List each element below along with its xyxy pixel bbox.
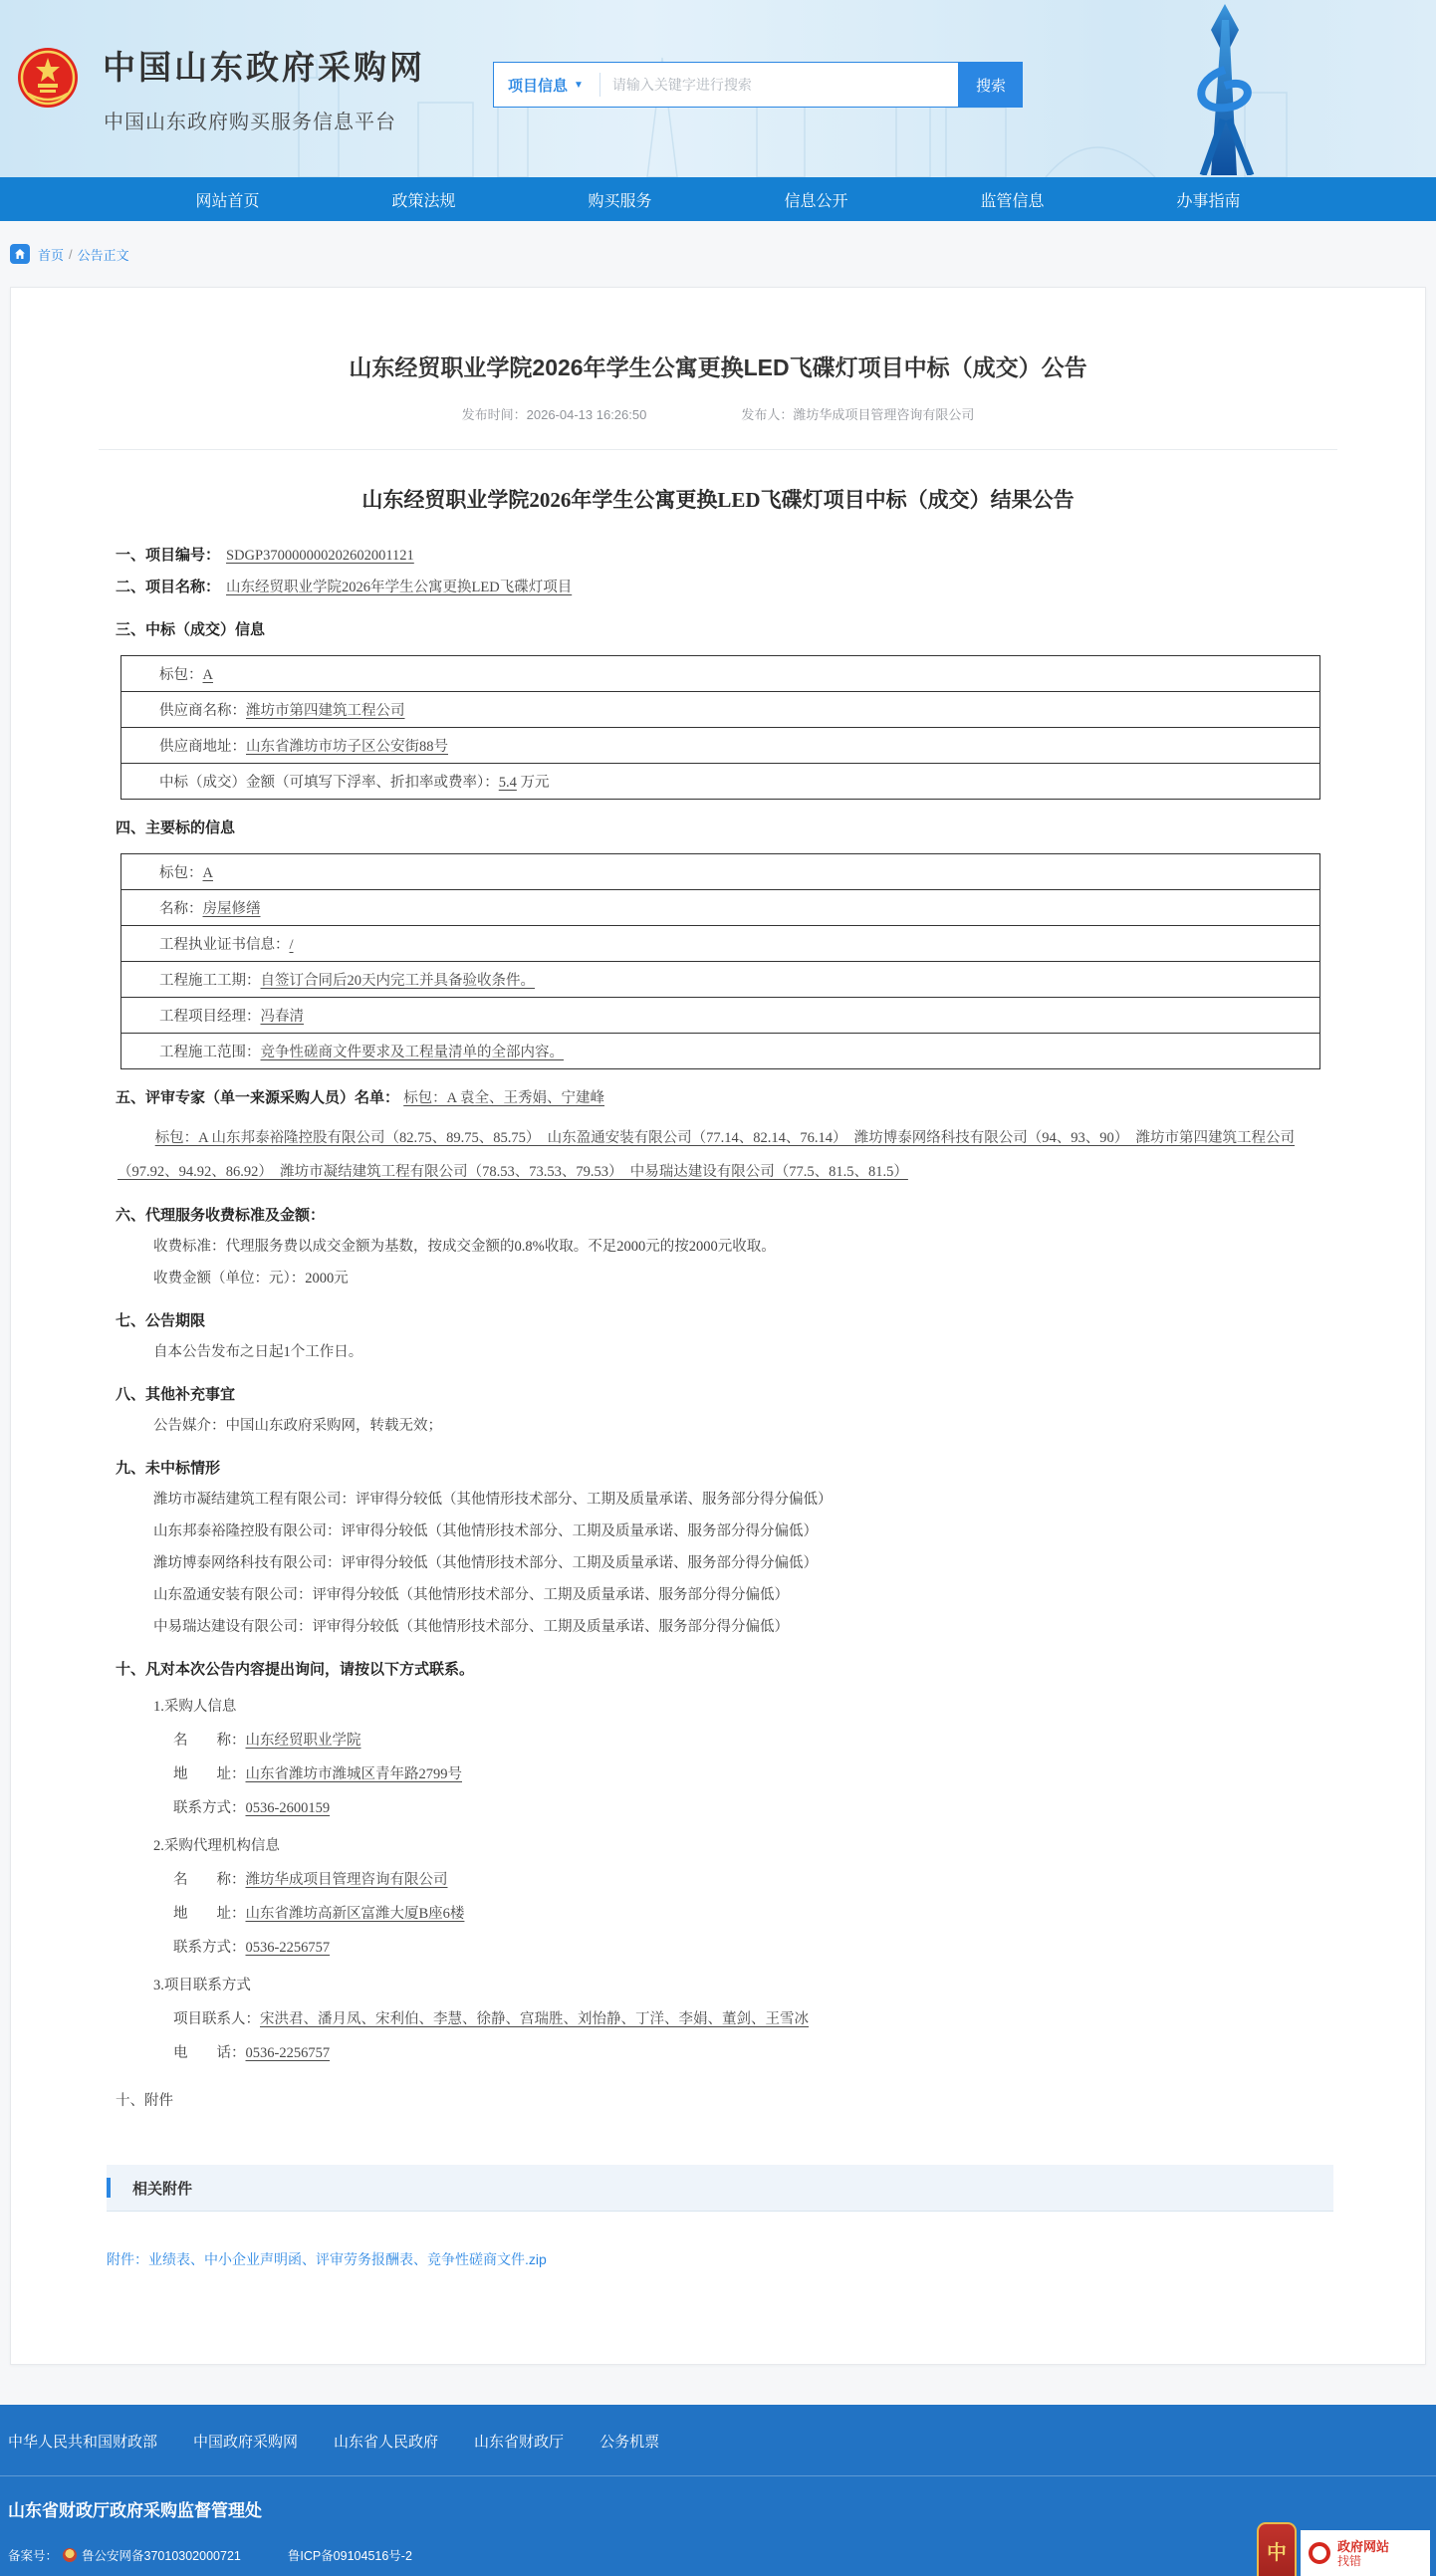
agency-info-title: 2.采购代理机构信息 [153,1838,280,1854]
announcement-body [11,514,1425,2117]
contact-row [173,1758,1317,1790]
contact-value: 潍坊华成项目管理咨询有限公司 [245,1872,448,1888]
contact-value: 山东省潍坊市潍城区青年路2799号 [245,1766,462,1782]
cell-label: 中标（成交）金额（可填写下浮率、折扣率或费率）： [159,775,499,791]
site-header [0,0,1436,177]
unsuccessful-line: 潍坊博泰网络科技有限公司：评审得分较低（其他情形技术部分、工期及质量承诺、服务部分得分偏低） [153,1555,818,1571]
home-icon[interactable] [10,244,30,264]
contact-label: 项目联系人： [173,2011,260,2027]
period-line: 自本公告发布之日起1个工作日。 [153,1344,363,1360]
table-row [121,962,1320,998]
related-attachments-title: 相关附件 [132,2180,193,2198]
table-cell [121,998,1320,1034]
footer-link-shandong-finance[interactable]: 山东省财政厅 [474,2434,565,2451]
section-heading-subject-info: 四、主要标的信息 [116,820,236,836]
table-row [121,854,1320,890]
section-heading-contact: 十、凡对本次公告内容提出询问，请按以下方式联系。 [116,1661,475,1678]
unsuccessful-line: 山东邦泰裕隆控股有限公司：评审得分较低（其他情形技术部分、工期及质量承诺、服务部分得分偏低） [153,1523,818,1539]
error-report-logo-icon [1309,2542,1330,2564]
gov-website-badge-text: 政府网站 [1337,2538,1390,2554]
publish-meta [11,404,1425,423]
search-divider [599,73,600,97]
contact-label: 电 话： [173,2045,246,2061]
table-row [121,764,1320,800]
fee-standard-line: 收费标准：代理服务费以成交金额为基数，按成交金额的0.8%收取。不足2000元的按2000元收取。 [153,1239,776,1255]
announcement-card [10,287,1426,2365]
gov-identity-badge-icon[interactable]: 中 [1257,2522,1297,2576]
section-heading-unsuccessful: 九、未中标情形 [116,1460,221,1477]
icp-record-number: 鲁ICP备09104516号-2 [287,2549,412,2563]
site-title: 中国山东政府采购网 [103,49,425,86]
buyer-info-title: 1.采购人信息 [153,1699,237,1715]
subject-info-table [120,853,1320,1069]
publish-time-label: 发布时间： [461,407,527,422]
publish-time-value: 2026-04-13 16:26:50 [526,407,647,422]
footer-links [0,2405,1436,2452]
footer-link-shandong-gov[interactable]: 山东省人民政府 [334,2434,439,2451]
contact-label: 地 址： [173,1766,246,1782]
project-name-value: 山东经贸职业学院2026年学生公寓更换LED飞碟灯项目 [226,580,573,595]
cell-label: 标包： [159,865,203,881]
search-category-dropdown[interactable] [494,75,590,96]
footer-department: 山东省财政厅政府采购监督管理处 [8,2501,262,2520]
breadcrumb-current: 公告正文 [77,247,129,263]
cell-label: 名称： [159,901,203,917]
table-cell [121,890,1320,926]
contact-label: 联系方式： [173,1800,246,1816]
nav-item-info-disclosure[interactable]: 信息公开 [784,192,848,210]
breadcrumb-separator: / [69,246,73,262]
section-heading-other: 八、其他补充事宜 [116,1386,236,1403]
table-cell [121,854,1320,890]
search-input[interactable] [610,76,958,94]
award-info-table [120,655,1320,800]
contact-label: 名 称： [173,1872,246,1888]
footer-link-business-ticket[interactable]: 公务机票 [599,2434,660,2451]
project-number-line [116,540,1317,572]
contact-label: 地 址： [173,1906,246,1922]
cell-value: 潍坊市第四建筑工程公司 [246,703,405,719]
cell-label: 工程施工范围： [159,1045,261,1060]
chevron-down-icon: ▼ [574,79,584,91]
search-category-label: 项目信息 [508,77,569,95]
nav-item-supervision[interactable]: 监管信息 [980,192,1045,210]
record-label: 备案号： [8,2549,59,2563]
supplier-scores-line: 标包：A 山东邦泰裕隆控股有限公司（82.75、89.75、85.75） 山东盈通安装有限公司（77.14、82.14、76.14） 潍坊博泰网络科技有限公司（94、93、90） 潍坊市第四建筑工程公司（97.92、94.92、86.92） 潍坊市凝结建筑工程有限公司（78.53、73.53、79.53） 中易瑞达建设有限公司（77.5、81.5、81.5） [118,1130,1295,1180]
police-record-number: 鲁公安网备37010302000721 [82,2549,241,2563]
police-badge-icon [63,2548,77,2562]
cell-value: A [202,865,213,881]
table-cell [121,926,1320,962]
search-box [493,62,959,108]
section-label: 一、项目编号： [116,547,221,564]
contact-value: 0536-2256757 [245,2045,331,2061]
kite-monument-graphic [1153,0,1303,175]
national-emblem-logo [16,44,80,114]
cell-value: 山东省潍坊市坊子区公安街88号 [246,739,448,755]
publisher-value: 潍坊华成项目管理咨询有限公司 [793,407,975,422]
contact-value: 山东省潍坊高新区富潍大厦B座6楼 [245,1906,465,1922]
cell-label: 工程项目经理： [159,1009,261,1025]
contact-value: 山东经贸职业学院 [245,1733,361,1749]
media-line: 公告媒介：中国山东政府采购网，转载无效； [153,1418,442,1434]
breadcrumb [0,221,1436,287]
table-cell [121,1034,1320,1069]
cell-label: 工程执业证书信息： [159,937,290,953]
table-row [121,656,1320,692]
search-button[interactable]: 搜索 [959,62,1023,108]
table-row [121,1034,1320,1069]
cell-value: A [202,667,213,683]
page-title: 山东经贸职业学院2026年学生公寓更换LED飞碟灯项目中标（成交）公告 [349,354,1087,380]
site-footer [0,2405,1436,2576]
cell-value: 房屋修缮 [202,901,261,917]
section-heading-period: 七、公告期限 [116,1312,206,1329]
table-row [121,728,1320,764]
fee-amount-line: 收费金额（单位：元）：2000元 [153,1271,349,1287]
unsuccessful-line: 山东盈通安装有限公司：评审得分较低（其他情形技术部分、工期及质量承诺、服务部分得分偏低） [153,1587,789,1603]
footer-link-mof[interactable]: 中华人民共和国财政部 [8,2434,158,2451]
table-row [121,998,1320,1034]
section-label: 五、评审专家（单一来源采购人员）名单： [116,1089,400,1106]
nav-item-guide[interactable]: 办事指南 [1176,192,1241,210]
contact-value: 0536-2600159 [245,1800,331,1816]
contact-row [173,1932,1317,1964]
footer-link-ccgp[interactable]: 中国政府采购网 [193,2434,299,2451]
publish-time [462,404,647,423]
site-subtitle: 中国山东政府购买服务信息平台 [104,112,396,133]
title-divider [99,449,1337,450]
contact-row [173,2003,1317,2035]
cell-label: 供应商名称： [159,703,246,719]
publisher-label: 发布人： [741,407,794,422]
related-attachments-header [107,2165,1333,2212]
contact-label: 名 称： [173,1733,246,1749]
experts-value: 标包：A 袁全、王秀娟、宁建峰 [403,1090,604,1106]
table-cell [121,728,1320,764]
cell-value: 自签订合同后20天内完工并具备验收条件。 [260,973,535,989]
contact-row [173,2037,1317,2069]
cell-suffix: 万元 [516,775,550,791]
cell-label: 标包： [159,667,203,683]
attachment-download-link[interactable]: 附件：业绩表、中小企业声明函、评审劳务报酬表、竞争性磋商文件.zip [107,2251,547,2267]
publisher [741,404,974,423]
search-bar [493,62,1023,108]
cell-label: 供应商地址： [159,739,246,755]
contact-row [173,1725,1317,1756]
table-cell [121,656,1320,692]
contact-row [173,1792,1317,1824]
nav-item-policy[interactable]: 政策法规 [391,192,456,210]
cell-label: 工程施工工期： [159,973,261,989]
unsuccessful-line: 潍坊市凝结建筑工程有限公司：评审得分较低（其他情形技术部分、工期及质量承诺、服务部分得分偏低） [153,1492,833,1508]
nav-item-home[interactable]: 网站首页 [195,192,260,210]
footer-record-numbers [8,2546,412,2564]
section-heading-award-info: 三、中标（成交）信息 [116,621,266,638]
cell-value: 5.4 [498,775,517,791]
find-error-badge-text: 找错 [1337,2553,1362,2568]
section-heading-agency-fee: 六、代理服务收费标准及金额： [116,1207,326,1224]
nav-item-purchase-service[interactable]: 购买服务 [588,192,652,210]
contact-row [173,1898,1317,1930]
section-heading-experts [116,1083,1317,1113]
table-cell [121,692,1320,728]
contact-value: 宋洪君、潘月凤、宋利伯、李慧、徐静、宫瑞胜、刘怡静、丁洋、李娟、董剑、王雪冰 [260,2011,809,2027]
section-label: 二、项目名称： [116,579,221,595]
breadcrumb-home-link[interactable]: 首页 [38,247,65,263]
cell-value: 竞争性磋商文件要求及工程量清单的全部内容。 [260,1045,564,1060]
cell-value: 冯春清 [260,1009,304,1025]
contact-row [173,1864,1317,1896]
footer-divider [0,2475,1436,2476]
gov-website-error-badge[interactable] [1301,2530,1430,2576]
table-row [121,890,1320,926]
contact-label: 联系方式： [173,1940,246,1956]
table-row [121,692,1320,728]
unsuccessful-line: 中易瑞达建设有限公司：评审得分较低（其他情形技术部分、工期及质量承诺、服务部分得分偏低） [153,1619,789,1635]
contact-value: 0536-2256757 [245,1940,331,1956]
section-heading-attachment: 十、附件 [116,2093,173,2109]
table-cell [121,764,1320,800]
project-name-line [116,572,1317,603]
main-nav [0,177,1436,221]
project-number-value: SDGP370000000202602001121 [226,548,414,564]
result-title: 山东经贸职业学院2026年学生公寓更换LED飞碟灯项目中标（成交）结果公告 [361,488,1075,512]
table-cell [121,962,1320,998]
cell-value: / [289,937,294,953]
blue-accent-bar [107,2178,111,2198]
project-contact-title: 3.项目联系方式 [153,1978,251,1993]
table-row [121,926,1320,962]
